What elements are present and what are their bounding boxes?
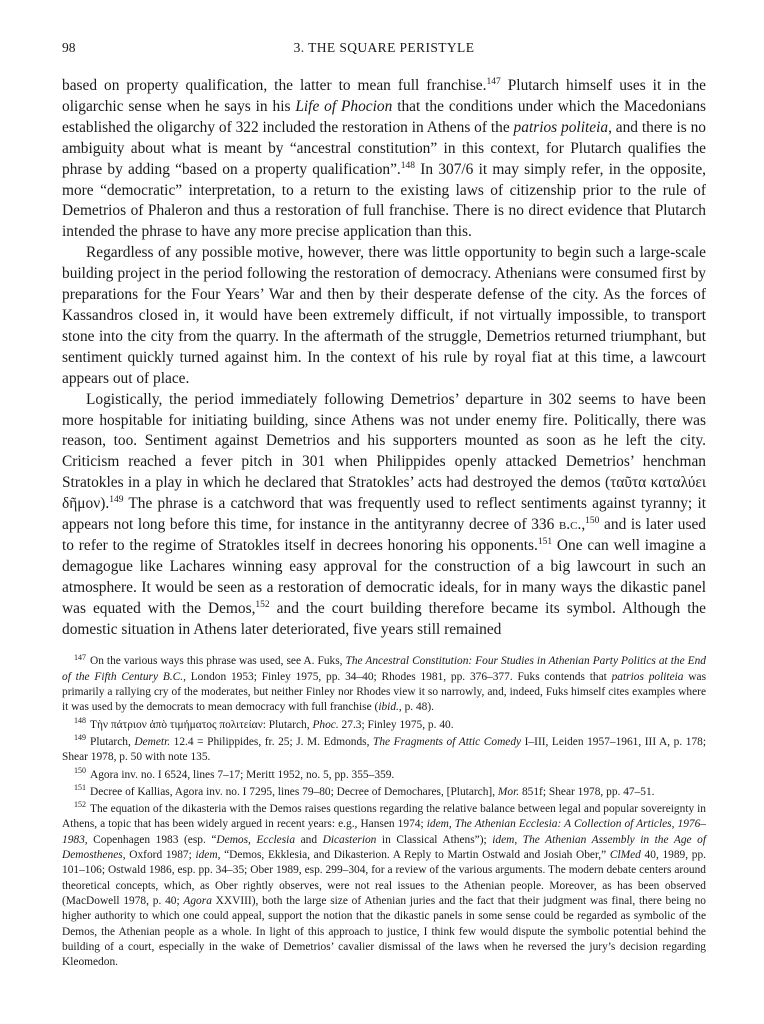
footnote-ref-151[interactable]: 151: [537, 536, 553, 547]
text-run: , Copenhagen 1983 (esp. “: [84, 833, 217, 846]
text-run: and is later used to refer to the regime of Stratokles itself in decrees honoring his opponents.: [62, 516, 706, 554]
italic-term: Demos, Ecclesia: [216, 833, 296, 846]
text-run: ,: [581, 516, 586, 534]
text-run: Τὴν πάτριον ἀπὸ τιμήματος πολιτείαν: Plutarch,: [90, 718, 313, 731]
footnote-149: [62, 735, 706, 766]
footnote-number: 150: [74, 765, 86, 775]
footnote-150: [62, 765, 706, 783]
body-text: [62, 76, 706, 640]
italic-title: idem, The Athenian Ecclesia: A Collection of Articles, 1976–1983: [62, 818, 706, 846]
text-run: 27.3; Finley 1975, p. 40.: [338, 718, 454, 731]
text-run: , “Demos, Ekklesia, and Dikasterion. A Reply to Martin Ostwald and Josiah Ober,”: [217, 849, 610, 862]
italic-term: patrios politeia: [513, 118, 609, 136]
text-run: Plutarch,: [90, 735, 135, 748]
page-number: 98: [62, 40, 76, 55]
text-run: based on property qualification, the latter to mean full franchise.: [62, 77, 487, 94]
text-run: , and there is no ambiguity about what is meant by “ancestral constitution” in this context, for Plutarch qualifies the phrase by adding “based on a property qualification”.: [62, 118, 706, 178]
footnotes: [62, 654, 706, 970]
text-run: 12.4 = Philippides, fr. 25; J. M. Edmonds,: [170, 735, 373, 748]
italic-title: Demetr.: [134, 735, 171, 748]
italic-term: ibid.: [378, 701, 399, 714]
text-run: that the conditions under which the Macedonians established the oligarchy of 322 included the restoration in Athens of the: [62, 97, 706, 136]
italic-term: Dicasterion: [322, 833, 377, 846]
text-run: Agora inv. no. I 6524, lines 7–17; Meritt 1952, no. 5, pp. 355–359.: [90, 768, 395, 781]
footnote-number: 147: [74, 652, 86, 662]
italic-title: idem, The Athenian Assembly in the Age of Demosthenes: [62, 833, 706, 862]
footnote-148: [62, 715, 706, 733]
italic-title: Mor.: [497, 785, 520, 798]
text-run: , London 1953; Finley 1975, pp. 34–40; Rhodes 1981, pp. 376–377. Fuks contends that: [183, 670, 612, 683]
text-run: 40, 1989, pp. 101–106; Ostwald 1986, esp. pp. 34–35; Ober 1989, esp. 299–304, for a review of the various arguments. The modern debate centers around theoretical concepts, which, as Ober rightly observes, were not real issues to the Athenian people. Moreover, as has been observed (MacDowell 1978, p. 40;: [62, 849, 706, 907]
text-run: Plutarch himself uses it in the oligarchic sense when he says in his: [62, 77, 707, 115]
italic-title: Agora: [183, 894, 212, 907]
running-head: [62, 40, 706, 62]
text-run: The phrase is a catchword that was frequently used to reflect sentiments against tyranny; it appears not long before this time, for instance in the antityranny decree of 336: [62, 495, 706, 534]
footnote-ref-148[interactable]: 148: [400, 160, 416, 171]
paragraph-1: [62, 76, 706, 243]
italic-term: patrios politeia: [611, 670, 684, 683]
text-run: XXVIII), both the large size of Athenian juries and the fact that their judgment was final, there being no higher authority to which one could appeal, support the notion that the dikastic panels in some sense could be regarded as symbolic of the Demos, the Athenian people as a whole. In light of this approach to justice, I think few would dispute the symbolic potential behind the building of a court, especially in the wake of Demetrios’ cavalier dismissal of the laws when he reversed the jury’s decision regarding Kleomedon.: [62, 894, 707, 969]
footnote-151: [62, 785, 706, 800]
footnote-number: 148: [74, 715, 86, 725]
italic-title: ClMed: [609, 849, 641, 862]
footnote-number: 151: [74, 783, 86, 793]
text-run: One can well imagine a demagogue like Lachares winning easy approval for the construction of a big lawcourt in such an atmosphere. It would be seen as a restoration of democratic ideals, for in many ways the dikastic panel was equated with the Demos,: [62, 536, 706, 617]
text-run: I–III, Leiden 1957–1961, III A, p. 178; Shear 1978, p. 50 with note 135.: [62, 735, 707, 764]
text-run: Decree of Kallias, Agora inv. no. I 7295, lines 79–80; Decree of Demochares, [Plutarch],: [90, 785, 498, 798]
text-run: In 307/6 it may simply refer, in the opposite, more “democratic” interpretation, to a return to the existing laws of citizenship prior to the rule of Demetrios of Phaleron and thus a restoration of full franchise. There is no direct evidence that Plutarch intended the phrase to have any more precise application than this.: [62, 160, 706, 241]
footnote-number: 152: [74, 800, 86, 810]
text-run: , Oxford 1987;: [122, 849, 196, 862]
text-run: in Classical Athens”);: [376, 833, 493, 846]
footnote-147: [62, 654, 706, 715]
italic-title: The Fragments of Attic Comedy: [373, 735, 522, 748]
footnote-ref-150[interactable]: 150: [585, 515, 600, 526]
text-run: and the court building therefore became its symbol. Although the domestic situation in Athens later deteriorated, five years still remained: [62, 599, 706, 638]
footnote-ref-149[interactable]: 149: [109, 495, 124, 505]
text-run: Logistically, the period immediately following Demetrios’ departure in 302 seems to have been more hospitable for initiating building, since Athens was not under enemy fire. Politically, there was reason, too. Sentiment against Demetrios and his supporters mounted as soon as he left the city. Criticism reached a fever pitch in 301 when Philippides openly attacked Demetrios’ henchman Stratokles in a play in which he declared that Stratokles’ acts had destroyed the demos (ταῦτα καταλύει δῆμον).: [62, 390, 706, 513]
italic-term: idem: [195, 849, 218, 862]
paragraph-2: Regardless of any possible motive, however, there was little opportunity to begin such a large-scale building project in the period following the restoration of democracy. Athenians were consumed first by preparations for the Four Years’ War and then by their desperate defense of the city. As the forces of Kassandros closed in, it would have been extremely difficult, if not virtually impossible, to transport stone into the city from the quarry. In the aftermath of the struggle, Demetrios returned triumphant, but sentiment quickly turned against him. In the context of his rule by royal fiat at this time, a lawcourt appears out of place.: [62, 244, 706, 387]
text-run: and: [295, 833, 323, 846]
italic-title: Life of Phocion: [295, 97, 393, 115]
italic-title: Phoc.: [312, 718, 339, 731]
footnote-ref-152[interactable]: 152: [255, 599, 270, 610]
footnote-number: 149: [74, 733, 86, 743]
text-run: , p. 48).: [398, 701, 435, 714]
chapter-title: 3. THE SQUARE PERISTYLE: [293, 40, 475, 55]
book-page: [62, 40, 706, 972]
paragraph-3: [62, 390, 706, 641]
text-run: 851f; Shear 1978, pp. 47–51.: [519, 785, 655, 798]
text-run: was primarily a rallying cry of the moderates, but neither Finley nor Rhodes view it so narrowly, and, indeed, Fuks himself cites examples where it was used by the democrats to mean democracy with full franchise (: [62, 670, 707, 714]
small-caps-era: b.c.: [558, 516, 582, 534]
footnote-ref-147[interactable]: 147: [486, 76, 501, 87]
text-run: On the various ways this phrase was used, see A. Fuks,: [90, 655, 346, 668]
italic-title: The Ancestral Constitution: Four Studies in Athenian Party Politics at the End of the Fifth Century B.C.: [62, 655, 706, 683]
footnote-152: [62, 802, 706, 970]
text-run: The equation of the dikasteria with the Demos raises questions regarding the relative balance between legal and popular sovereignty in Athens, a topic that has been widely argued in recent years: e.g., Hansen 1974;: [62, 803, 706, 831]
